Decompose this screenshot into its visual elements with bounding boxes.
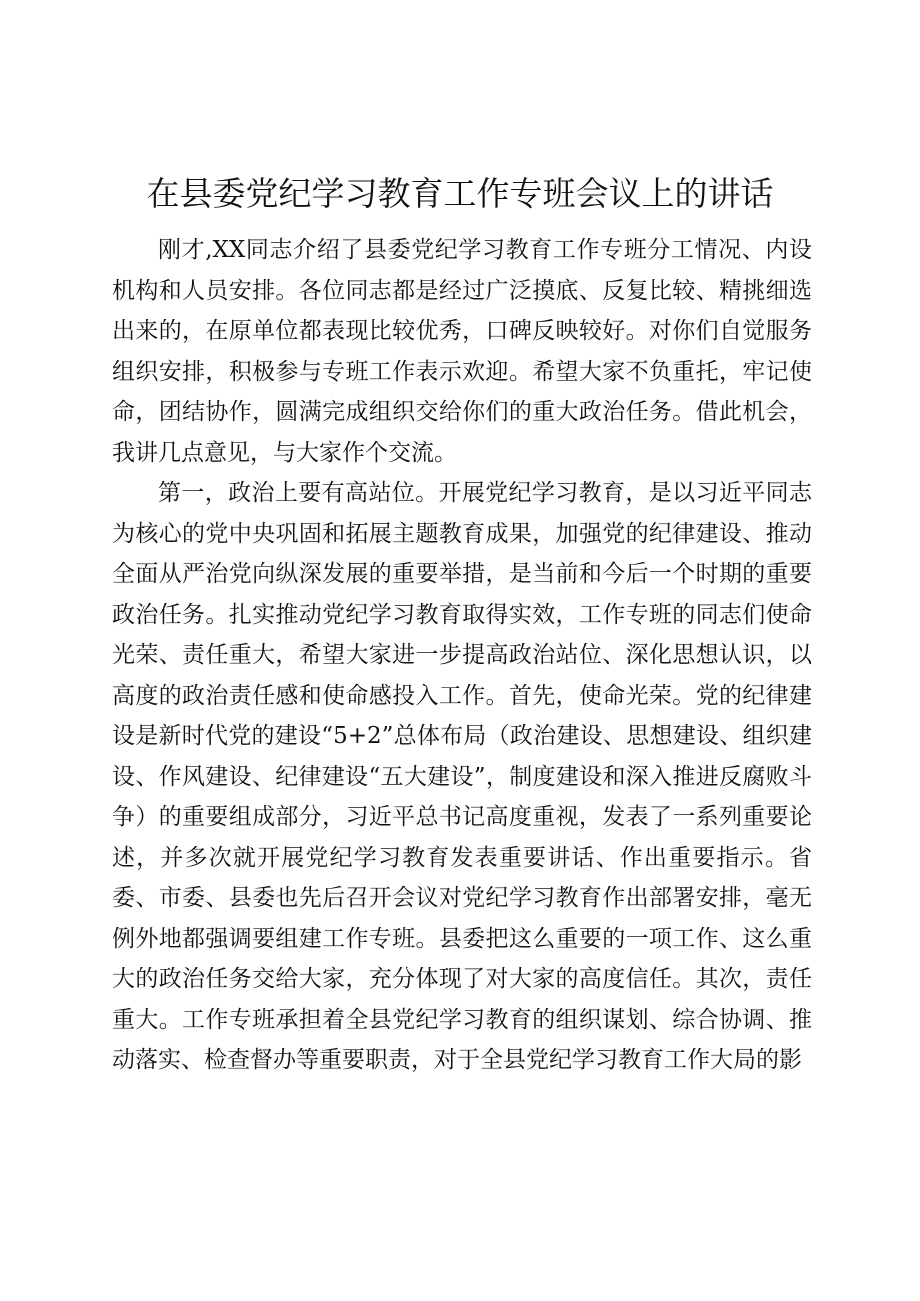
paragraph-first-point: 第一，政治上要有高站位。开展党纪学习教育，是以习近平同志为核心的党中央巩固和拓展主题教育成果，加强党的纪律建设、推动全面从严治党向纵深发展的重要举措，是当前和今后一个时期的重要政治任务。扎实推动党纪学习教育取得实效，工作专班的同志们使命光荣、责任重大，希望大家进一步提高政治站位、深化思想认识，以高度的政治责任感和使命感投入工作。首先，使命光荣。党的纪律建设是新时代党的建设“5+2”总体布局（政治建设、思想建设、组织建设、作风建设、纪律建设“五大建设”，制度建设和深入推进反腐败斗争）的重要组成部分，习近平总书记高度重视，发表了一系列重要论述，并多次就开展党纪学习教育发表重要讲话、作出重要指示。省委、市委、县委也先后召开会议对党纪学习教育作出部署安排，毫无例外地都强调要组建工作专班。县委把这么重要的一项工作、这么重大的政治任务交给大家，充分体现了对大家的高度信任。其次，责任重大。工作专班承担着全县党纪学习教育的组织谋划、综合协调、推动落实、检查督办等重要职责，对于全县党纪学习教育工作大局的影 [112, 480, 812, 1073]
document-body [112, 230, 812, 1081]
document-title: 在县委党纪学习教育工作专班会议上的讲话 [146, 174, 774, 213]
paragraph-opening: 刚才,XX同志介绍了县委党纪学习教育工作专班分工情况、内设机构和人员安排。各位同志都是经过广泛摸底、反复比较、精挑细选出来的，在原单位都表现比较优秀，口碑反映较好。对你们自觉服务组织安排，积极参与专班工作表示欢迎。希望大家不负重托，牢记使命，团结协作，圆满完成组织交给你们的重大政治任务。借此机会，我讲几点意见，与大家作个交流。 [112, 237, 812, 466]
